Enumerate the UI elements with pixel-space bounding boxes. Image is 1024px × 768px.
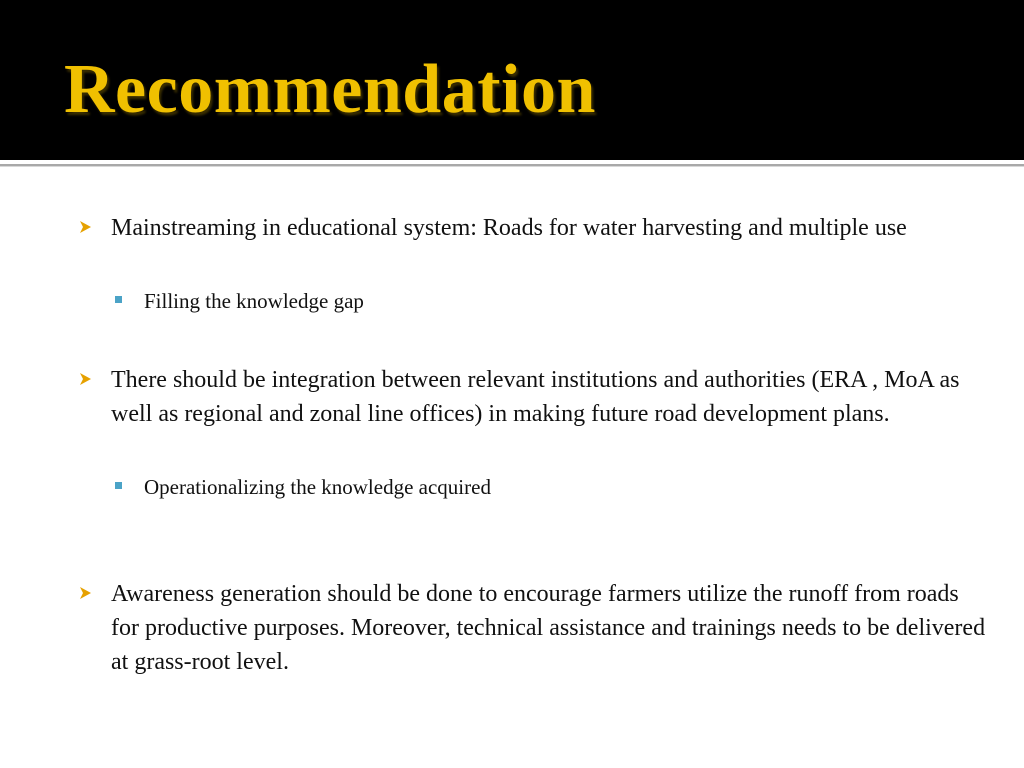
title-divider-bottom	[0, 166, 1024, 167]
arrow-bullet-icon	[78, 585, 94, 601]
square-bullet-icon	[115, 296, 122, 303]
bullet-text: There should be integration between relevant institutions and authorities (ERA , MoA as well as regional and zonal line offices) in making future road development plans.	[111, 367, 960, 427]
sub-bullet-text: Operationalizing the knowledge acquired	[144, 475, 491, 499]
square-bullet-icon	[115, 482, 122, 489]
bullet-text: Mainstreaming in educational system: Roads for water harvesting and multiple use	[111, 215, 907, 241]
arrow-bullet-icon	[78, 219, 94, 235]
bullet-text: Awareness generation should be done to encourage farmers utilize the runoff from roads for productive purposes. Moreover, technical assistance and trainings needs to be delivered at grass-root level.	[111, 581, 986, 675]
sub-bullet-text: Filling the knowledge gap	[144, 289, 364, 313]
title-bar	[0, 0, 1024, 160]
arrow-bullet-icon	[78, 371, 94, 387]
slide-title: Recommendation	[64, 51, 596, 128]
